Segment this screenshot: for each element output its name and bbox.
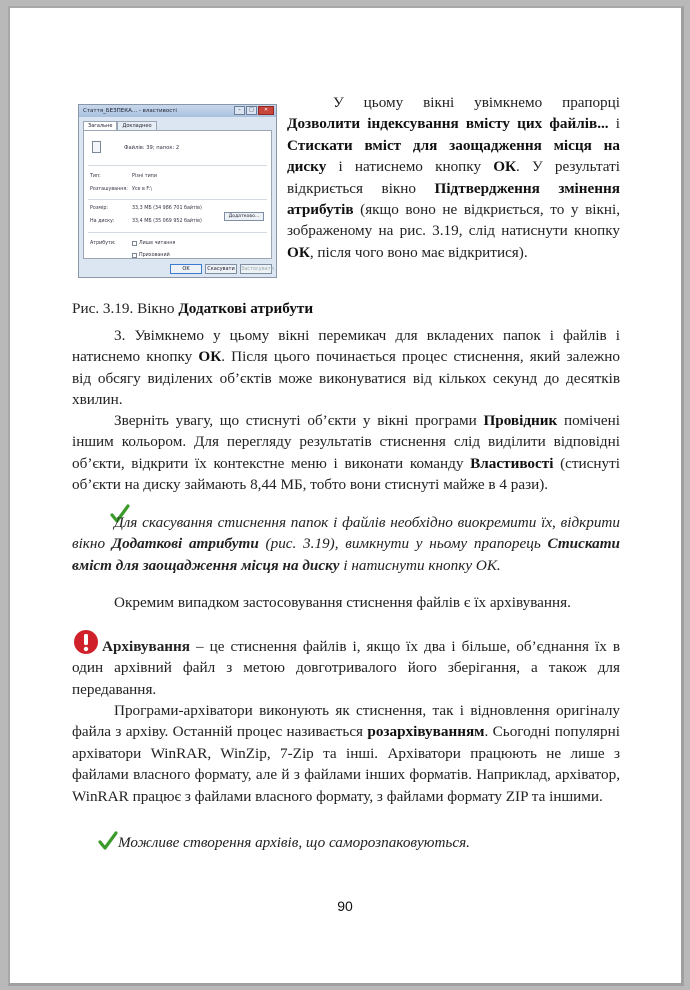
paragraph-compressed-view: Зверніть увагу, що стиснуті об’єкти у вікні програми Провідник помічені іншим кольором. Для перегляду результатів стиснення слід виділити відповідні об’єкти, відкрити їх контекстне меню і виконати команду Властивості (стиснуті об’єкти на диску займають 8,44 МБ, тобто вони стиснуті майже в 4 рази).	[72, 412, 621, 494]
intro-paragraph: У цьому вікні увімкнемо прапорці Дозволити індексування вмісту цих файлів... і Стискати вміст для заощадження місця на диску і натиснемо кнопку ОК. У результаті відкриється вікно Підтвердження змінення атрибутів (якщо воно не відкриється, то у вікні, зображеному на рис. 3.19, слід натиснути кнопку ОК, після чого воно має відкритися).	[287, 94, 620, 261]
paragraph-archivers: Програми-архіватори виконують як стиснення, так і відновлення оригіналу файла з архіву. Останній процес називається розархівуванням. Сьогодні популярні архіватори WinRAR, WinZip, 7-Zip та інші. Архіватори працюють не лише з файлами власного формату, але й з файлами інших форматів. Наприклад, архіватор, WinRAR працює з файлами власного формату, з файлами формату ZIP та іншими.	[72, 702, 620, 805]
note-cancel-compression: Для скасування стиснення папок і файлів необхідно виокремити їх, відкрити вікно Додаткові атрибути (рис. 3.19), вимкнути у ньому прапорець Стискати вміст для заощадження місця на диску і натиснути кнопку ОК.	[72, 514, 620, 574]
paragraph-archiving-intro: Окремим випадком застосовування стиснення файлів є їх архівування.	[114, 594, 571, 611]
page-number: 90	[337, 898, 353, 914]
tab-general[interactable]: Загальне	[83, 121, 117, 130]
property-row: Розташування: Усе в F:\	[90, 187, 153, 192]
close-button[interactable]: ✕	[258, 106, 274, 115]
attributes-label: Атрибути:	[90, 241, 116, 246]
divider	[88, 165, 267, 166]
minimize-button[interactable]: –	[234, 106, 245, 115]
archiving-definition: Архівування – це стиснення файлів і, якщо їх два і більше, об’єднання їх в один архівний файл з метою довготривалого його зберігання, а також для передавання.	[72, 638, 620, 698]
advanced-button[interactable]: Додатково...	[224, 212, 264, 221]
readonly-checkbox[interactable]: Лише читання	[132, 241, 175, 246]
dialog-title-bar	[79, 105, 276, 117]
ok-button[interactable]: OK	[170, 264, 202, 274]
property-row: Тип: Різні типи	[90, 174, 157, 179]
divider	[88, 232, 267, 233]
property-row: На диску: 33,4 МБ (35 069 952 байтів)	[90, 219, 202, 224]
apply-button[interactable]: Застосувати	[241, 266, 274, 272]
divider	[88, 199, 267, 200]
cancel-button[interactable]: Скасувати	[205, 264, 237, 274]
advanced-attributes-screenshot	[78, 104, 277, 278]
tab-details[interactable]: Докладнео	[117, 121, 156, 130]
checkmark-icon	[98, 831, 118, 851]
dialog-body	[83, 130, 272, 259]
paragraph-step3: 3. Увімкнемо у цьому вікні перемикач для вкладених папок і файлів і натиснемо кнопку ОК. Після цього починається процес стиснення, який залежно від обсягу виділених об’єктів може виконуватися від кількох секунд до десятків хвилин.	[72, 327, 620, 409]
maximize-button[interactable]: □	[246, 106, 257, 115]
files-count: Файлів: 39; папок: 2	[124, 145, 180, 151]
dialog-title: Стаття_БЕЗПЕКА... - властивості	[83, 108, 177, 114]
file-icon	[92, 141, 101, 153]
note-self-extracting: Можливе створення архівів, що саморозпаковуються.	[118, 834, 470, 851]
property-row: Розмір: 33,3 МБ (34 986 701 байтів)	[90, 206, 202, 211]
hidden-checkbox[interactable]: Прихований	[132, 253, 170, 258]
figure-caption: Рис. 3.19. Вікно Додаткові атрибути	[72, 300, 314, 317]
